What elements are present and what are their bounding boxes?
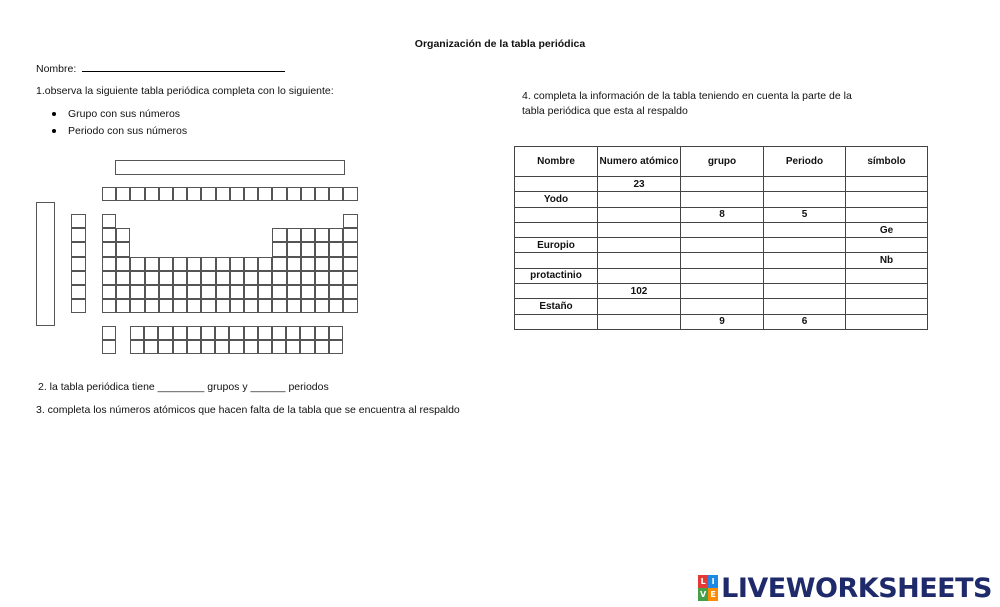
period-label-cell <box>71 214 86 228</box>
group-number-cell <box>102 187 116 201</box>
table-cell: Estaño <box>515 299 598 314</box>
element-cell <box>116 242 130 256</box>
table-cell[interactable] <box>764 177 846 192</box>
table-cell: Ge <box>846 222 928 237</box>
element-cell <box>145 257 159 271</box>
f-block-cell <box>315 326 329 340</box>
element-cell <box>315 299 329 313</box>
element-cell <box>301 257 315 271</box>
f-block-cell <box>300 326 314 340</box>
f-block-cell <box>187 340 201 354</box>
element-cell <box>301 299 315 313</box>
table-cell[interactable] <box>681 268 764 283</box>
table-cell[interactable] <box>515 207 598 222</box>
logo-letter: L <box>698 575 708 588</box>
table-row <box>515 314 928 329</box>
table-row <box>515 207 928 222</box>
question-4-line-2: tabla periódica que esta al respaldo <box>522 105 688 117</box>
table-cell[interactable] <box>846 207 928 222</box>
header-periodo: Periodo <box>764 147 846 177</box>
group-number-cell <box>173 187 187 201</box>
element-cell <box>201 285 215 299</box>
period-label-cell <box>71 299 86 313</box>
group-number-cell <box>343 187 357 201</box>
element-cell <box>343 257 357 271</box>
f-block-label-cell <box>102 340 116 354</box>
f-block-cell <box>229 326 243 340</box>
question-4-line-1: 4. completa la información de la tabla teniendo en cuenta la parte de la <box>522 90 852 102</box>
element-cell <box>329 299 343 313</box>
element-cell <box>187 285 201 299</box>
element-cell <box>244 257 258 271</box>
table-cell[interactable] <box>515 177 598 192</box>
group-number-cell <box>145 187 159 201</box>
table-row <box>515 299 928 314</box>
element-cell <box>343 214 357 228</box>
table-cell[interactable] <box>598 222 681 237</box>
table-cell[interactable] <box>515 253 598 268</box>
table-cell[interactable] <box>764 284 846 299</box>
element-cell <box>145 285 159 299</box>
element-cell <box>315 271 329 285</box>
element-cell <box>315 228 329 242</box>
element-cell <box>173 257 187 271</box>
table-cell: 6 <box>764 314 846 329</box>
element-cell <box>287 242 301 256</box>
element-cell <box>272 242 286 256</box>
header-simbolo: símbolo <box>846 147 928 177</box>
table-cell[interactable] <box>764 253 846 268</box>
element-cell <box>258 257 272 271</box>
table-cell[interactable] <box>764 222 846 237</box>
f-block-cell <box>130 340 144 354</box>
table-cell[interactable] <box>846 299 928 314</box>
element-cell <box>272 271 286 285</box>
table-cell[interactable] <box>598 299 681 314</box>
element-cell <box>258 285 272 299</box>
period-label-cell <box>71 271 86 285</box>
name-label: Nombre: <box>36 63 77 75</box>
question-1-bullets <box>36 108 187 142</box>
element-cell <box>244 271 258 285</box>
f-block-cell <box>315 340 329 354</box>
element-cell <box>102 285 116 299</box>
element-cell <box>301 228 315 242</box>
f-block-label-cell <box>102 326 116 340</box>
element-cell <box>216 271 230 285</box>
table-cell: 8 <box>681 207 764 222</box>
answer-table-header <box>515 147 928 177</box>
table-cell[interactable] <box>598 268 681 283</box>
f-block-cell <box>329 326 343 340</box>
table-cell: Europio <box>515 238 598 253</box>
element-cell <box>102 271 116 285</box>
table-cell: Nb <box>846 253 928 268</box>
f-block-cell <box>201 326 215 340</box>
element-cell <box>287 271 301 285</box>
element-cell <box>230 299 244 313</box>
f-block-cell <box>215 326 229 340</box>
table-cell: 5 <box>764 207 846 222</box>
period-label-cell <box>71 228 86 242</box>
group-number-cell <box>301 187 315 201</box>
element-cell <box>287 285 301 299</box>
table-row <box>515 253 928 268</box>
name-field[interactable] <box>82 61 285 72</box>
f-block-cell <box>173 340 187 354</box>
f-block-cell <box>201 340 215 354</box>
element-cell <box>258 299 272 313</box>
element-cell <box>116 271 130 285</box>
f-block-cell <box>187 326 201 340</box>
element-cell <box>343 242 357 256</box>
group-number-cell <box>258 187 272 201</box>
element-cell <box>287 257 301 271</box>
f-block-cell <box>258 340 272 354</box>
liveworksheets-logo <box>698 573 992 603</box>
f-block-cell <box>258 326 272 340</box>
bullet-item-period: Periodo con sus números <box>36 125 187 142</box>
table-cell[interactable] <box>681 177 764 192</box>
period-label-cell <box>71 285 86 299</box>
table-row <box>515 177 928 192</box>
element-cell <box>145 299 159 313</box>
group-number-cell <box>244 187 258 201</box>
element-cell <box>301 242 315 256</box>
element-cell <box>272 299 286 313</box>
side-period-column <box>36 202 55 326</box>
group-number-cell <box>130 187 144 201</box>
element-cell <box>315 242 329 256</box>
group-number-cell <box>201 187 215 201</box>
f-block-cell <box>272 326 286 340</box>
logo-letter: V <box>700 590 707 599</box>
header-numero-atomico: Numero atómico <box>598 147 681 177</box>
element-cell <box>301 285 315 299</box>
table-row <box>515 284 928 299</box>
element-cell <box>116 257 130 271</box>
element-cell <box>102 242 116 256</box>
element-cell <box>116 285 130 299</box>
element-cell <box>343 228 357 242</box>
element-cell <box>173 299 187 313</box>
f-block-cell <box>173 326 187 340</box>
element-cell <box>329 242 343 256</box>
f-block-cell <box>229 340 243 354</box>
element-cell <box>130 285 144 299</box>
element-cell <box>216 299 230 313</box>
element-cell <box>287 228 301 242</box>
element-cell <box>216 285 230 299</box>
name-line <box>36 61 285 75</box>
table-cell: Yodo <box>515 192 598 207</box>
group-number-cell <box>315 187 329 201</box>
element-cell <box>329 271 343 285</box>
element-cell <box>159 271 173 285</box>
element-cell <box>102 299 116 313</box>
group-number-cell <box>216 187 230 201</box>
element-cell <box>130 271 144 285</box>
element-cell <box>272 228 286 242</box>
header-grupo: grupo <box>681 147 764 177</box>
element-cell <box>230 271 244 285</box>
element-cell <box>201 271 215 285</box>
group-number-cell <box>230 187 244 201</box>
element-cell <box>329 257 343 271</box>
f-block-cell <box>272 340 286 354</box>
element-cell <box>272 285 286 299</box>
logo-letter: I <box>708 575 718 588</box>
element-cell <box>343 285 357 299</box>
table-cell[interactable] <box>515 284 598 299</box>
f-block-cell <box>286 326 300 340</box>
table-cell[interactable] <box>681 284 764 299</box>
table-cell[interactable] <box>598 314 681 329</box>
logo-mark-icon <box>698 575 718 601</box>
table-cell[interactable] <box>846 177 928 192</box>
logo-letter: E <box>708 588 718 601</box>
table-row <box>515 238 928 253</box>
table-cell[interactable] <box>598 238 681 253</box>
element-cell <box>159 257 173 271</box>
table-cell[interactable] <box>681 192 764 207</box>
group-number-cell <box>116 187 130 201</box>
table-cell[interactable] <box>846 284 928 299</box>
page-title: Organización de la tabla periódica <box>414 38 586 50</box>
f-block-cell <box>329 340 343 354</box>
element-cell <box>173 285 187 299</box>
element-cell <box>230 285 244 299</box>
table-cell[interactable] <box>681 253 764 268</box>
table-cell[interactable] <box>598 253 681 268</box>
table-cell: protactinio <box>515 268 598 283</box>
f-block-cell <box>244 340 258 354</box>
element-cell <box>301 271 315 285</box>
f-block-cell <box>130 326 144 340</box>
f-block-cell <box>215 340 229 354</box>
element-cell <box>201 299 215 313</box>
element-cell <box>116 228 130 242</box>
table-cell[interactable] <box>764 299 846 314</box>
question-2: 2. la tabla periódica tiene ________ grupos y ______ periodos <box>38 381 329 393</box>
element-cell <box>130 299 144 313</box>
answer-table <box>514 146 928 330</box>
header-nombre: Nombre <box>515 147 598 177</box>
group-number-cell <box>187 187 201 201</box>
table-cell: 102 <box>598 284 681 299</box>
table-cell[interactable] <box>515 314 598 329</box>
f-block-cell <box>144 340 158 354</box>
element-cell <box>216 257 230 271</box>
table-cell[interactable] <box>764 238 846 253</box>
f-block-cell <box>300 340 314 354</box>
table-row <box>515 222 928 237</box>
table-cell: 9 <box>681 314 764 329</box>
period-label-cell <box>71 242 86 256</box>
element-cell <box>329 228 343 242</box>
table-cell[interactable] <box>846 268 928 283</box>
element-cell <box>315 285 329 299</box>
element-cell <box>201 257 215 271</box>
f-block-cell <box>144 326 158 340</box>
table-cell: 23 <box>598 177 681 192</box>
element-cell <box>244 285 258 299</box>
table-cell[interactable] <box>515 222 598 237</box>
element-cell <box>329 285 343 299</box>
logo-text: LIVEWORKSHEETS <box>721 572 992 604</box>
table-cell[interactable] <box>846 192 928 207</box>
element-cell <box>244 299 258 313</box>
table-cell[interactable] <box>846 238 928 253</box>
table-cell[interactable] <box>764 268 846 283</box>
group-number-cell <box>329 187 343 201</box>
element-cell <box>343 299 357 313</box>
element-cell <box>187 299 201 313</box>
group-number-cell <box>272 187 286 201</box>
element-cell <box>102 257 116 271</box>
table-row <box>515 192 928 207</box>
element-cell <box>287 299 301 313</box>
element-cell <box>230 257 244 271</box>
f-block-cell <box>286 340 300 354</box>
element-cell <box>173 271 187 285</box>
question-1: 1.observa la siguiente tabla periódica completa con lo siguiente: <box>36 85 334 97</box>
element-cell <box>130 257 144 271</box>
element-cell <box>315 257 329 271</box>
element-cell <box>116 299 130 313</box>
element-cell <box>258 271 272 285</box>
element-cell <box>145 271 159 285</box>
element-cell <box>187 257 201 271</box>
table-cell[interactable] <box>598 207 681 222</box>
element-cell <box>343 271 357 285</box>
element-cell <box>159 299 173 313</box>
table-cell[interactable] <box>598 192 681 207</box>
period-label-cell <box>71 257 86 271</box>
table-cell[interactable] <box>681 299 764 314</box>
f-block-cell <box>158 340 172 354</box>
group-header-box <box>115 160 345 175</box>
table-row <box>515 268 928 283</box>
group-number-cell <box>159 187 173 201</box>
table-cell[interactable] <box>764 192 846 207</box>
element-cell <box>272 257 286 271</box>
f-block-cell <box>244 326 258 340</box>
element-cell <box>187 271 201 285</box>
group-number-cell <box>287 187 301 201</box>
element-cell <box>159 285 173 299</box>
f-block-cell <box>158 326 172 340</box>
table-cell[interactable] <box>846 314 928 329</box>
bullet-item-group: Grupo con sus números <box>36 108 187 125</box>
element-cell <box>102 214 116 228</box>
table-cell[interactable] <box>681 222 764 237</box>
table-cell[interactable] <box>681 238 764 253</box>
element-cell <box>102 228 116 242</box>
question-3: 3. completa los números atómicos que hacen falta de la tabla que se encuentra al respaldo <box>36 404 460 416</box>
